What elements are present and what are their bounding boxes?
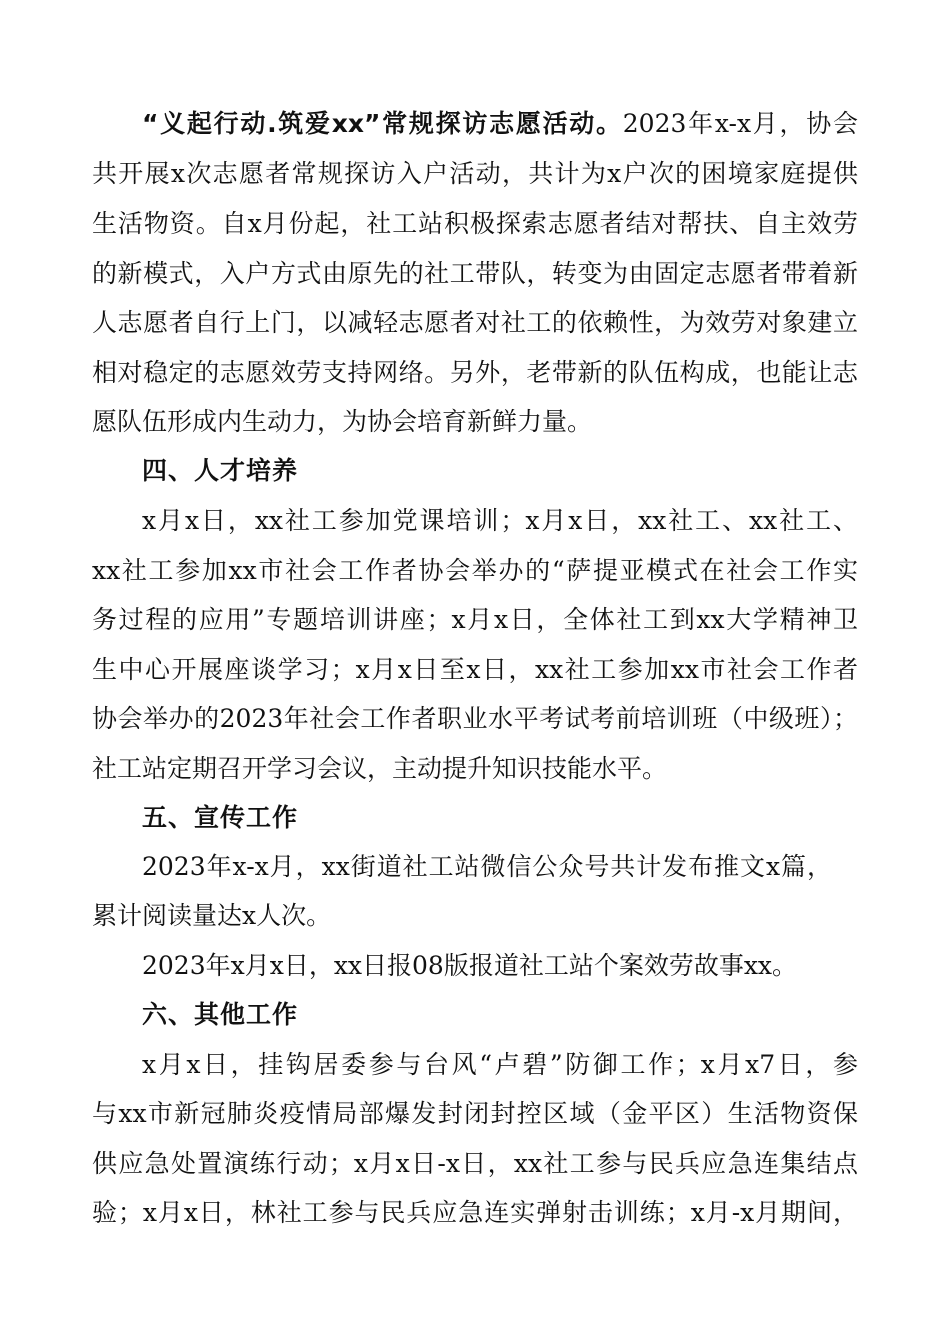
paragraph-line: 2023年x-x月，xx街道社工站微信公众号共计发布推文x篇，	[142, 852, 832, 881]
section-heading-other: 六、其他工作	[142, 1000, 299, 1029]
paragraph-line: 累计阅读量达x人次。	[92, 901, 332, 930]
paragraph-lead-bold: “义起行动.筑爱xx”常规探访志愿活动。	[142, 109, 623, 138]
section-heading-talent: 四、人才培养	[142, 456, 299, 485]
paragraph-line: 验；x月x日，林社工参与民兵应急连实弹射击训练；x月-x月期间，	[92, 1198, 858, 1227]
paragraph-line: xx社工参加xx市社会工作者协会举办的“萨提亚模式在社会工作实	[92, 556, 858, 585]
paragraph-line: 与xx市新冠肺炎疫情局部爆发封闭封控区域（金平区）生活物资保	[92, 1099, 858, 1128]
paragraph-line: x月x日，挂钩居委参与台风“卢碧”防御工作；x月x7日，参	[142, 1050, 858, 1079]
paragraph-line: 社工站定期召开学习会议，主动提升知识技能水平。	[92, 754, 668, 783]
paragraph-line: 务过程的应用”专题培训讲座；x月x日，全体社工到xx大学精神卫	[92, 605, 858, 634]
paragraph-line: 协会举办的2023年社会工作者职业水平考试考前培训班（中级班）；	[92, 704, 858, 733]
paragraph-text: 2023年x-x月，协会	[622, 109, 858, 138]
paragraph-line: 的新模式，入户方式由原先的社工带队，转变为由固定志愿者带着新	[92, 259, 858, 288]
paragraph-line: x月x日，xx社工参加党课培训；x月x日，xx社工、xx社工、	[142, 506, 858, 535]
paragraph-line: 人志愿者自行上门，以减轻志愿者对社工的依赖性，为效劳对象建立	[92, 308, 858, 337]
paragraph-line: 供应急处置演练行动；x月x日-x日，xx社工参与民兵应急连集结点	[92, 1149, 858, 1178]
paragraph-line: 相对稳定的志愿效劳支持网络。另外，老带新的队伍构成，也能让志	[92, 358, 858, 387]
paragraph-line: 共开展x次志愿者常规探访入户活动，共计为x户次的困境家庭提供	[92, 159, 858, 188]
paragraph-line: 生活物资。自x月份起，社工站积极探索志愿者结对帮扶、自主效劳	[92, 209, 858, 238]
section-heading-publicity: 五、宣传工作	[142, 803, 299, 832]
paragraph-line: 生中心开展座谈学习；x月x日至x日，xx社工参加xx市社会工作者	[92, 655, 858, 684]
paragraph-line: 愿队伍形成内生动力，为协会培育新鲜力量。	[92, 407, 593, 436]
paragraph-line	[142, 99, 858, 149]
paragraph-line: 2023年x月x日，xx日报08版报道社工站个案效劳故事xx。	[142, 951, 798, 980]
